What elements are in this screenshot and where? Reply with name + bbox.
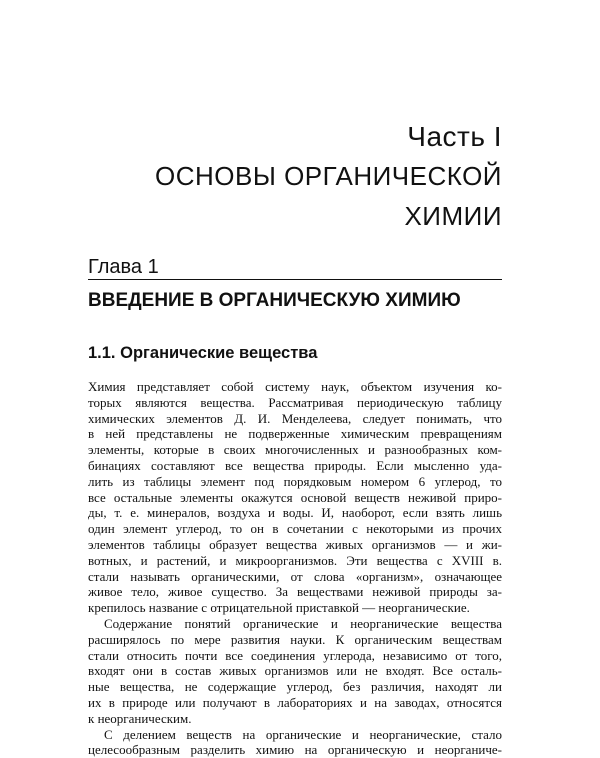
text-line: ные вещества, не содержащие углерод, без различия, находят ли <box>88 679 502 695</box>
text-line: Содержание понятий органические и неорганические вещества <box>104 615 502 631</box>
text-line: элементов таблицы образует вещества живых организмов — и жи- <box>88 536 502 552</box>
text-line: ды, т. е. минералов, воздуха и воды. И, наоборот, если взять лишь <box>88 505 502 521</box>
part-label: Часть I <box>407 121 502 152</box>
text-line: лить из таблицы элемент под порядковым номером 6 углерод, то <box>88 473 502 489</box>
text-line: стали относить почти все соединения углерода, независимо от того, <box>88 647 502 663</box>
text-line: расширялось по мере развития науки. К органическим веществам <box>88 631 502 647</box>
text-line: вотных, и растений, и микроорганизмов. Эти вещества с XVIII в. <box>88 552 502 568</box>
body-text <box>88 379 502 758</box>
chapter-rule <box>88 279 502 280</box>
text-line: входят они в состав живых организмов или не входят. Все осталь- <box>88 663 502 679</box>
text-line: стали называть органическими, от слова «организм», означающее <box>88 568 502 584</box>
text-line: к неорганическим. <box>88 710 192 726</box>
part-title-line-1: ОСНОВЫ ОРГАНИЧЕСКОЙ <box>154 161 502 191</box>
section-title: 1.1. Органические вещества <box>88 344 318 362</box>
text-line: Химия представляет собой систему наук, объектом изучения ко- <box>88 379 502 394</box>
text-line: целесообразным разделить химию на органическую и неорганиче- <box>88 742 502 758</box>
text-line: С делением веществ на органические и неорганические, стало <box>104 726 502 742</box>
text-line: крепилось название с отрицательной приставкой — неорганические. <box>88 600 470 616</box>
text-line: элементы, которые в своих многочисленных и разнообразных ком- <box>88 442 502 458</box>
text-line: их в природе или получают в лабораториях и на заводах, относятся <box>88 694 502 710</box>
text-line: все остальные элементы окажутся основой веществ неживой приро- <box>88 489 502 505</box>
chapter-label: Глава 1 <box>88 256 159 278</box>
part-title-line-2: ХИМИИ <box>404 201 502 231</box>
chapter-title: ВВЕДЕНИЕ В ОРГАНИЧЕСКУЮ ХИМИЮ <box>88 290 461 311</box>
text-line: живое тело, живое существо. За веществами неживой природы за- <box>88 584 502 600</box>
text-line: химических элементов Д. И. Менделеева, следует понимать, что <box>88 410 502 426</box>
text-line: торых являются вещества. Рассматривая периодическую таблицу <box>88 394 502 410</box>
text-line: в ней представлены не подверженные химическим превращениям <box>88 426 502 442</box>
text-line: бинациях составляют все вещества природы. Если мысленно уда- <box>88 457 502 473</box>
text-line: один элемент углерод, то он в сочетании с некоторыми из прочих <box>88 521 502 537</box>
